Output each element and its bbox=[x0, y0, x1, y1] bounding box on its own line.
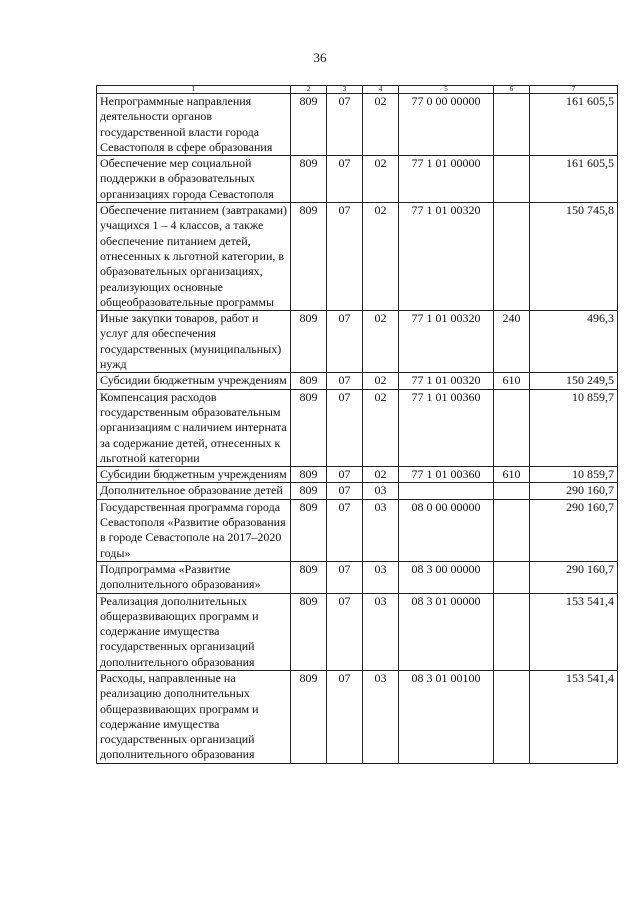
row-pr: 02 bbox=[363, 467, 399, 483]
row-sum: 150 249,5 bbox=[530, 373, 618, 389]
budget-table bbox=[96, 85, 618, 764]
row-name: Непрограммные направления деятельности органов государственной власти города Севастополя в сфере образования bbox=[97, 94, 291, 156]
row-csr: 77 1 01 00320 bbox=[399, 373, 494, 389]
row-rz: 07 bbox=[327, 373, 363, 389]
row-vr: 610 bbox=[494, 373, 530, 389]
row-ved: 809 bbox=[291, 483, 327, 499]
header-cell: 5 bbox=[399, 86, 494, 94]
table-row bbox=[97, 593, 618, 670]
row-rz: 07 bbox=[327, 499, 363, 561]
row-csr: 77 1 01 00320 bbox=[399, 203, 494, 311]
row-pr: 03 bbox=[363, 561, 399, 593]
row-csr: 77 1 01 00360 bbox=[399, 467, 494, 483]
row-ved: 809 bbox=[291, 156, 327, 203]
table-row bbox=[97, 311, 618, 373]
row-ved: 809 bbox=[291, 561, 327, 593]
row-csr: 77 1 01 00320 bbox=[399, 311, 494, 373]
row-csr bbox=[399, 483, 494, 499]
row-rz: 07 bbox=[327, 389, 363, 466]
row-vr bbox=[494, 670, 530, 763]
row-ved: 809 bbox=[291, 94, 327, 156]
table-row bbox=[97, 203, 618, 311]
row-pr: 03 bbox=[363, 593, 399, 670]
header-cell: 3 bbox=[327, 86, 363, 94]
row-rz: 07 bbox=[327, 561, 363, 593]
row-name: Обеспечение мер социальной поддержки в образовательных организациях города Севастополя bbox=[97, 156, 291, 203]
row-csr: 77 1 01 00360 bbox=[399, 389, 494, 466]
row-csr: 08 0 00 00000 bbox=[399, 499, 494, 561]
row-pr: 02 bbox=[363, 156, 399, 203]
row-sum: 496,3 bbox=[530, 311, 618, 373]
header-cell: 4 bbox=[363, 86, 399, 94]
row-ved: 809 bbox=[291, 373, 327, 389]
table-row bbox=[97, 373, 618, 389]
row-rz: 07 bbox=[327, 670, 363, 763]
row-name: Государственная программа города Севастополя «Развитие образования в городе Севастополе на 2017–2020 годы» bbox=[97, 499, 291, 561]
table-row bbox=[97, 561, 618, 593]
row-vr bbox=[494, 389, 530, 466]
row-name: Субсидии бюджетным учреждениям bbox=[97, 373, 291, 389]
row-rz: 07 bbox=[327, 94, 363, 156]
header-row bbox=[97, 86, 618, 94]
row-name: Иные закупки товаров, работ и услуг для обеспечения государственных (муниципальных) нужд bbox=[97, 311, 291, 373]
row-sum: 153 541,4 bbox=[530, 670, 618, 763]
row-vr bbox=[494, 156, 530, 203]
row-pr: 03 bbox=[363, 670, 399, 763]
table-row bbox=[97, 483, 618, 499]
row-vr bbox=[494, 94, 530, 156]
row-name: Подпрограмма «Развитие дополнительного образования» bbox=[97, 561, 291, 593]
row-sum: 10 859,7 bbox=[530, 467, 618, 483]
row-rz: 07 bbox=[327, 483, 363, 499]
table-row bbox=[97, 467, 618, 483]
table-row bbox=[97, 499, 618, 561]
row-csr: 08 3 01 00100 bbox=[399, 670, 494, 763]
row-sum: 161 605,5 bbox=[530, 94, 618, 156]
header-cell: 2 bbox=[291, 86, 327, 94]
row-name: Субсидии бюджетным учреждениям bbox=[97, 467, 291, 483]
row-vr bbox=[494, 561, 530, 593]
row-sum: 150 745,8 bbox=[530, 203, 618, 311]
row-vr bbox=[494, 593, 530, 670]
row-vr bbox=[494, 499, 530, 561]
row-pr: 02 bbox=[363, 203, 399, 311]
row-sum: 290 160,7 bbox=[530, 499, 618, 561]
row-name: Компенсация расходов государственным образовательным организациям с наличием интерната за содержание детей, отнесенных к льготной категории bbox=[97, 389, 291, 466]
row-name: Обеспечение питанием (завтраками) учащихся 1 – 4 классов, а также обеспечение питанием детей, отнесенных к льготной категории, в образовательных организациях, реализующих основные общеобразовательные программы bbox=[97, 203, 291, 311]
row-ved: 809 bbox=[291, 203, 327, 311]
row-rz: 07 bbox=[327, 467, 363, 483]
row-sum: 10 859,7 bbox=[530, 389, 618, 466]
row-name: Реализация дополнительных общеразвивающих программ и содержание имущества государственных организаций дополнительного образования bbox=[97, 593, 291, 670]
table-row bbox=[97, 94, 618, 156]
row-rz: 07 bbox=[327, 203, 363, 311]
row-rz: 07 bbox=[327, 311, 363, 373]
page-number: 36 bbox=[313, 50, 327, 65]
table-row bbox=[97, 670, 618, 763]
table-row bbox=[97, 389, 618, 466]
row-csr: 77 1 01 00000 bbox=[399, 156, 494, 203]
row-pr: 02 bbox=[363, 373, 399, 389]
row-pr: 03 bbox=[363, 483, 399, 499]
row-ved: 809 bbox=[291, 670, 327, 763]
row-rz: 07 bbox=[327, 593, 363, 670]
row-ved: 809 bbox=[291, 311, 327, 373]
header-cell: 7 bbox=[530, 86, 618, 94]
row-pr: 02 bbox=[363, 311, 399, 373]
row-sum: 153 541,4 bbox=[530, 593, 618, 670]
row-ved: 809 bbox=[291, 389, 327, 466]
row-pr: 02 bbox=[363, 389, 399, 466]
row-ved: 809 bbox=[291, 467, 327, 483]
row-vr: 240 bbox=[494, 311, 530, 373]
row-sum: 290 160,7 bbox=[530, 561, 618, 593]
row-csr: 08 3 01 00000 bbox=[399, 593, 494, 670]
row-name: Дополнительное образование детей bbox=[97, 483, 291, 499]
table-row bbox=[97, 156, 618, 203]
row-rz: 07 bbox=[327, 156, 363, 203]
row-ved: 809 bbox=[291, 593, 327, 670]
header-cell: 1 bbox=[97, 86, 291, 94]
header-cell: 6 bbox=[494, 86, 530, 94]
row-name: Расходы, направленные на реализацию дополнительных общеразвивающих программ и содержание имущества государственных организаций дополнительного образования bbox=[97, 670, 291, 763]
row-vr: 610 bbox=[494, 467, 530, 483]
row-pr: 02 bbox=[363, 94, 399, 156]
row-sum: 161 605,5 bbox=[530, 156, 618, 203]
row-csr: 08 3 00 00000 bbox=[399, 561, 494, 593]
row-vr bbox=[494, 203, 530, 311]
row-vr bbox=[494, 483, 530, 499]
row-pr: 03 bbox=[363, 499, 399, 561]
row-ved: 809 bbox=[291, 499, 327, 561]
row-sum: 290 160,7 bbox=[530, 483, 618, 499]
row-csr: 77 0 00 00000 bbox=[399, 94, 494, 156]
